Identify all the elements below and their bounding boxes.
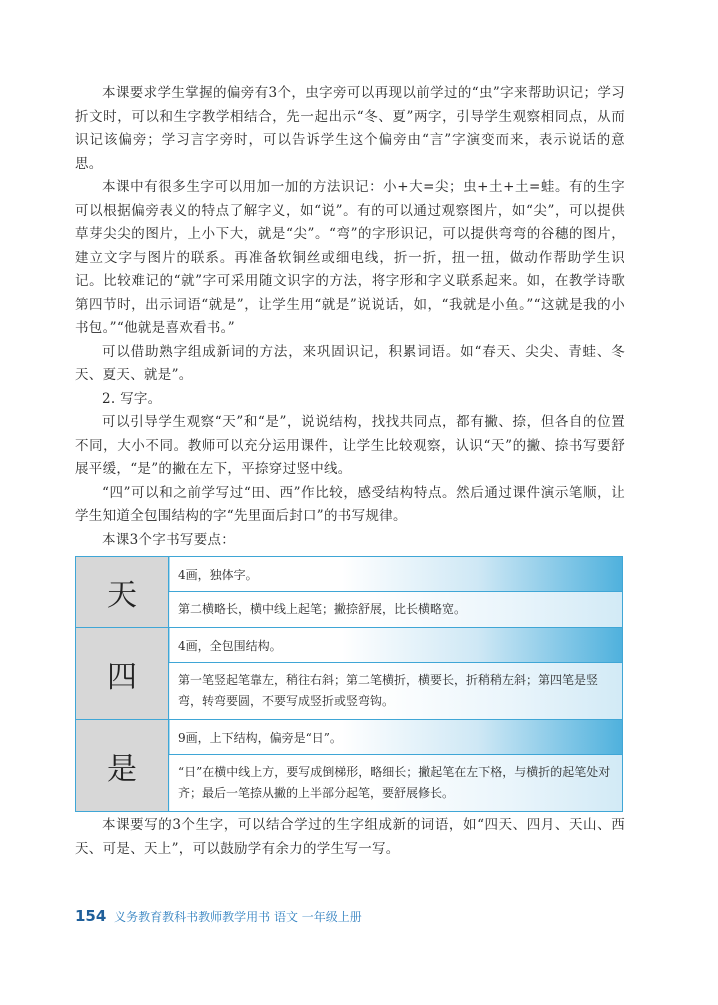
stroke-summary: 4画，全包围结构。 — [169, 628, 623, 663]
book-title: 义务教育教科书教师教学用书 语文 一年级上册 — [114, 910, 362, 924]
character-cell: 四 — [76, 628, 169, 720]
paragraph-new-words: 可以借助熟字组成新词的方法，来巩固识记，积累词语。如“春天、尖尖、青蛙、冬天、夏天、就是”。 — [75, 343, 625, 383]
table-row — [76, 628, 623, 663]
writing-tips: “日”在横中线上方，要写成倒梯形，略细长；撇起笔在左下格，与横折的起笔处对齐；最后一笔捺从撇的上半部分起笔，要舒展修长。 — [169, 755, 623, 812]
character-cell: 天 — [76, 557, 169, 628]
section-heading-writing: 2. 写字。 — [102, 390, 162, 407]
stroke-summary: 4画，独体字。 — [169, 557, 623, 592]
paragraph-si-structure: “四”可以和之前学写过“田、西”作比较，感受结构特点。然后通过课件演示笔顺，让学生知道全包围结构的字“先里面后封口”的书写规律。 — [75, 484, 625, 524]
writing-tips: 第二横略长，横中线上起笔；撇捺舒展，比长横略宽。 — [169, 592, 623, 628]
stroke-summary: 9画，上下结构，偏旁是“日”。 — [169, 720, 623, 755]
paragraph-radicals: 本课要求学生掌握的偏旁有3个，虫字旁可以再现以前学过的“虫”字来帮助识记；学习折文时，可以和生字教学相结合，先一起出示“冬、夏”两字，引导学生观察相同点，从而识记该偏旁；学习言字旁时，可以告诉学生这个偏旁由“言”字演变而来，表示说话的意思。 — [75, 85, 625, 172]
paragraph-observe-tian-shi: 可以引导学生观察“天”和“是”，说说结构，找找共同点，都有撇、捺，但各自的位置不同，大小不同。教师可以充分运用课件，让学生比较观察，认识“天”的撇、捺书写要舒展平缓，“是”的撇在左下，平捺穿过竖中线。 — [75, 414, 625, 477]
table-intro: 本课3个字书写要点： — [102, 531, 236, 548]
paragraph-character-recognition: 本课中有很多生字可以用加一加的方法识记：小+大=尖；虫+土+土=蛙。有的生字可以根据偏旁表义的特点了解字义，如“说”。有的可以通过观察图片，如“尖”，可以提供草芽尖尖的图片，上小下大，就是“尖”。“弯”的字形识记，可以提供弯弯的谷穗的图片，建立文字与图片的联系。再准备软铜丝或细电线，折一折，扭一扭，做动作帮助学生识记。比较难记的“就”字可采用随文识字的方法，将字形和字义联系起来。如，在教学诗歌第四节时，出示词语“就是”，让学生用“就是”说说话，如，“我就是小鱼。”“这就是我的小书包。”“他就是喜欢看书。” — [75, 179, 625, 336]
paragraph-word-building: 本课要写的3个生字，可以结合学过的生字组成新的词语，如“四天、四月、天山、西天、可是、天上”，可以鼓励学有余力的学生写一写。 — [75, 817, 625, 857]
writing-tips: 第一笔竖起笔靠左，稍往右斜；第二笔横折，横要长，折稍稍左斜；第四笔是竖弯，转弯要圆，不要写成竖折或竖弯钩。 — [169, 663, 623, 720]
page-body — [75, 82, 625, 861]
writing-points-table — [75, 556, 623, 812]
page-footer — [75, 907, 362, 925]
table-row — [76, 557, 623, 592]
page-number: 154 — [75, 907, 107, 925]
table-row — [76, 720, 623, 755]
character-cell: 是 — [76, 720, 169, 812]
